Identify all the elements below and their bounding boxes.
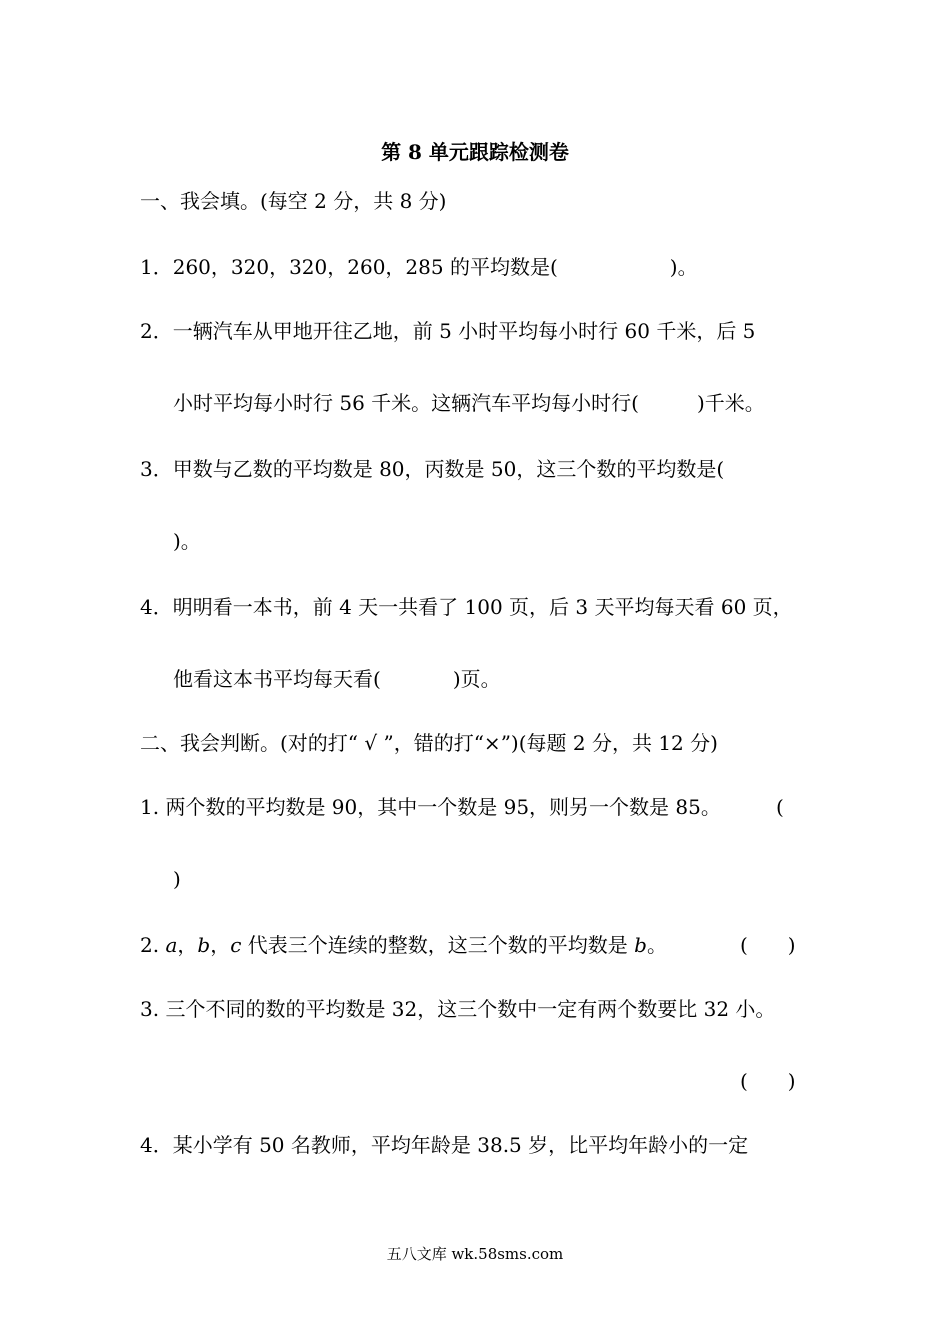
footer-watermark: 五八文库 wk.58sms.com [386,1245,564,1263]
separator: ， [177,933,198,957]
question-1-3-line1: 3．甲数与乙数的平均数是 80，丙数是 50，这三个数的平均数是( [140,457,725,481]
question-1-2-line2 [173,389,765,417]
question-number: 2. [140,933,166,957]
question-2-2 [140,931,667,959]
question-text: 小时平均每小时行 56 千米。这辆汽车平均每小时行( [173,391,639,415]
question-text: 他看这本书平均每天看( [173,667,381,691]
answer-paren-open[interactable]: ( [776,795,784,819]
question-1-3-line2: )。 [173,529,201,553]
question-2-3-line1: 3. 三个不同的数的平均数是 32，这三个数中一定有两个数要比 32 小。 [140,997,776,1021]
variable-b: b [634,933,647,957]
question-close: )页。 [452,667,501,691]
question-1-2-line1: 2．一辆汽车从甲地开往乙地，前 5 小时平均每小时行 60 千米，后 5 [140,319,756,343]
question-close: )。 [669,255,698,279]
question-close: )千米。 [696,391,765,415]
section1-heading: 一、我会填。(每空 2 分，共 8 分) [140,189,447,213]
variable-b: b [197,933,211,957]
variable-c: c [230,933,242,957]
answer-paren-close: ) [173,867,181,891]
question-1-1 [140,253,698,281]
section2-heading: 二、我会判断。(对的打“ √ ”，错的打“×”)(每题 2 分，共 12 分) [140,731,718,755]
variable-a: a [165,933,178,957]
question-text: 代表三个连续的整数，这三个数的平均数是 [241,933,635,957]
question-2-4-line1: 4．某小学有 50 名教师，平均年龄是 38.5 岁，比平均年龄小的一定 [140,1133,749,1157]
separator: ， [210,933,231,957]
question-1-4-line2 [173,665,501,693]
question-end: 。 [646,933,667,957]
answer-parens[interactable]: ( ) [740,933,796,957]
page-title: 第 8 单元跟踪检测卷 [381,140,569,164]
question-1-4-line1: 4．明明看一本书，前 4 天一共看了 100 页，后 3 天平均每天看 60 页， [140,595,793,619]
question-text: 1．260，320，320，260，285 的平均数是( [140,255,558,279]
question-2-1-line1: 1. 两个数的平均数是 90，其中一个数是 95，则另一个数是 85。 [140,795,721,819]
answer-parens[interactable]: ( ) [740,1069,796,1093]
